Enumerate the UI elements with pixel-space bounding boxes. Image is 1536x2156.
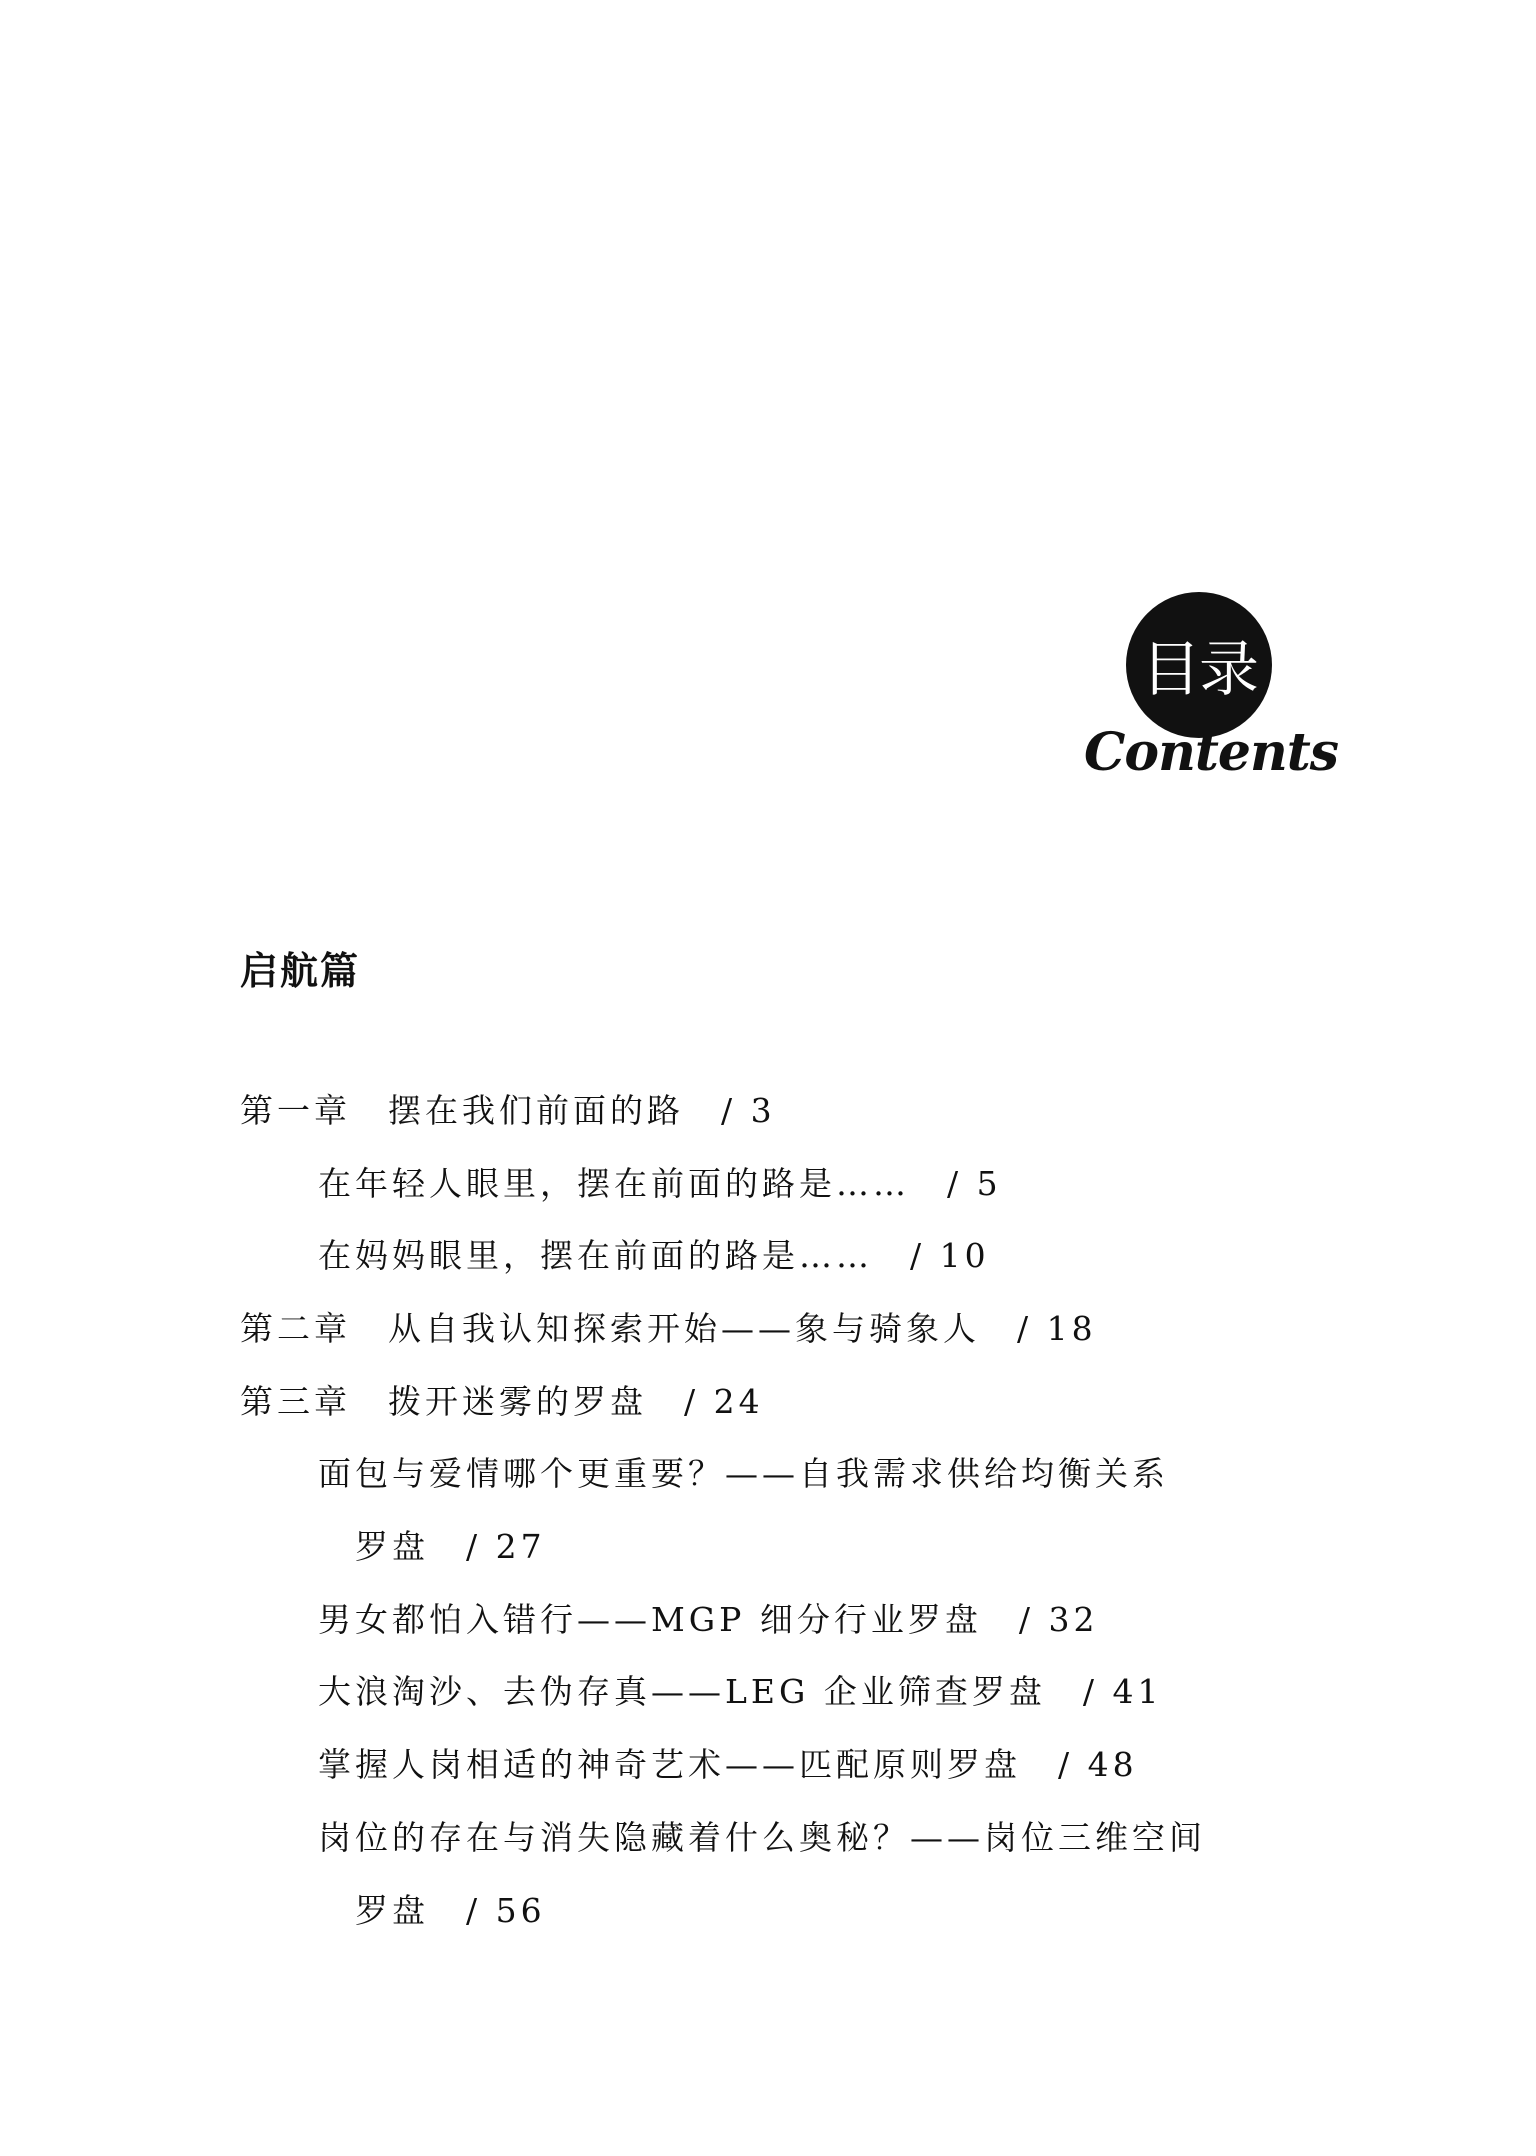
toc-entry-section[interactable]: 在妈妈眼里，摆在前面的路是…… / 10 [318,1236,990,1275]
toc-entry-chapter-2[interactable]: 第二章 从自我认知探索开始——象与骑象人 / 18 [240,1309,1097,1348]
emblem-en-title: Contents [1084,722,1339,783]
section-title: 启航篇 [240,949,361,993]
emblem-cn-title: 目录 [1141,635,1257,705]
toc-entry-section[interactable]: 掌握人岗相适的神奇艺术——匹配原则罗盘 / 48 [318,1745,1138,1784]
toc-entry-chapter-3[interactable]: 第三章 拨开迷雾的罗盘 / 24 [240,1382,764,1421]
toc-entry-section-continued[interactable]: 罗盘 / 27 [355,1527,546,1566]
toc-entry-section-continued[interactable]: 罗盘 / 56 [355,1891,546,1930]
toc-entry-chapter-1[interactable]: 第一章 摆在我们前面的路 / 3 [240,1091,776,1130]
toc-entry-section[interactable]: 男女都怕入错行——MGP 细分行业罗盘 / 32 [318,1600,1099,1639]
toc-entry-section[interactable]: 面包与爱情哪个更重要？——自我需求供给均衡关系 [318,1454,1169,1493]
toc-entry-section[interactable]: 岗位的存在与消失隐藏着什么奥秘？——岗位三维空间 [318,1818,1206,1857]
toc-entry-section[interactable]: 在年轻人眼里，摆在前面的路是…… / 5 [318,1164,1002,1203]
contents-emblem [1084,592,1339,802]
toc-entry-section[interactable]: 大浪淘沙、去伪存真——LEG 企业筛查罗盘 / 41 [318,1672,1163,1711]
